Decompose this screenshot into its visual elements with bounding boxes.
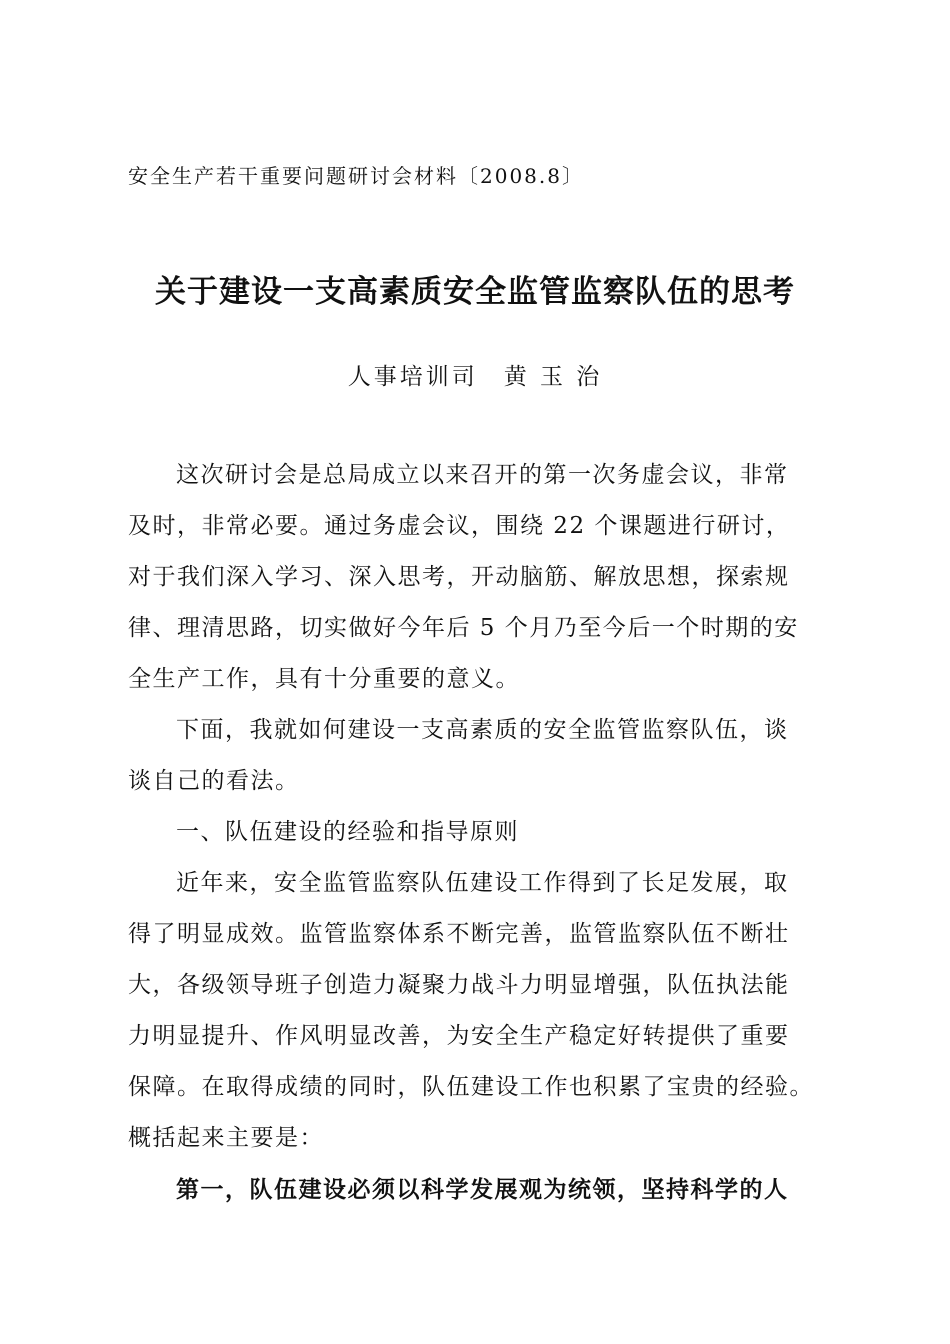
body-line: 对于我们深入学习、深入思考，开动脑筋、解放思想，探索规 <box>128 564 790 590</box>
bold-subheading: 第一，队伍建设必须以科学发展观为统领，坚持科学的人 <box>176 1176 789 1203</box>
body-line: 律、理清思路，切实做好今年后 5 个月乃至今后一个时期的安 <box>128 615 799 641</box>
body-line: 大，各级领导班子创造力凝聚力战斗力明显增强，队伍执法能 <box>128 972 790 998</box>
body-line: 保障。在取得成绩的同时，队伍建设工作也积累了宝贵的经验。 <box>128 1074 814 1100</box>
body-line: 近年来，安全监管监察队伍建设工作得到了长足发展，取 <box>176 870 789 896</box>
document-title: 关于建设一支高素质安全监管监察队伍的思考 <box>155 274 795 310</box>
body-line: 力明显提升、作风明显改善，为安全生产稳定好转提供了重要 <box>128 1023 790 1049</box>
body-line: 全生产工作，具有十分重要的意义。 <box>128 666 520 692</box>
section-heading: 一、队伍建设的经验和指导原则 <box>176 819 519 845</box>
body-line: 下面，我就如何建设一支高素质的安全监管监察队伍，谈 <box>176 717 789 743</box>
byline-author: 黄 玉 治 <box>503 364 603 390</box>
body-line: 概括起来主要是： <box>128 1125 324 1151</box>
body-line: 这次研讨会是总局成立以来召开的第一次务虚会议，非常 <box>176 462 789 488</box>
body-line: 谈自己的看法。 <box>128 768 300 794</box>
body-line: 得了明显成效。监管监察体系不断完善，监管监察队伍不断壮 <box>128 921 790 947</box>
document-body <box>128 450 828 1215</box>
body-line: 及时，非常必要。通过务虚会议，围绕 22 个课题进行研讨， <box>128 513 791 539</box>
byline-department: 人事培训司 <box>347 364 478 390</box>
series-header: 安全生产若干重要问题研讨会材料〔2008.8〕 <box>128 164 584 188</box>
byline <box>0 358 950 391</box>
